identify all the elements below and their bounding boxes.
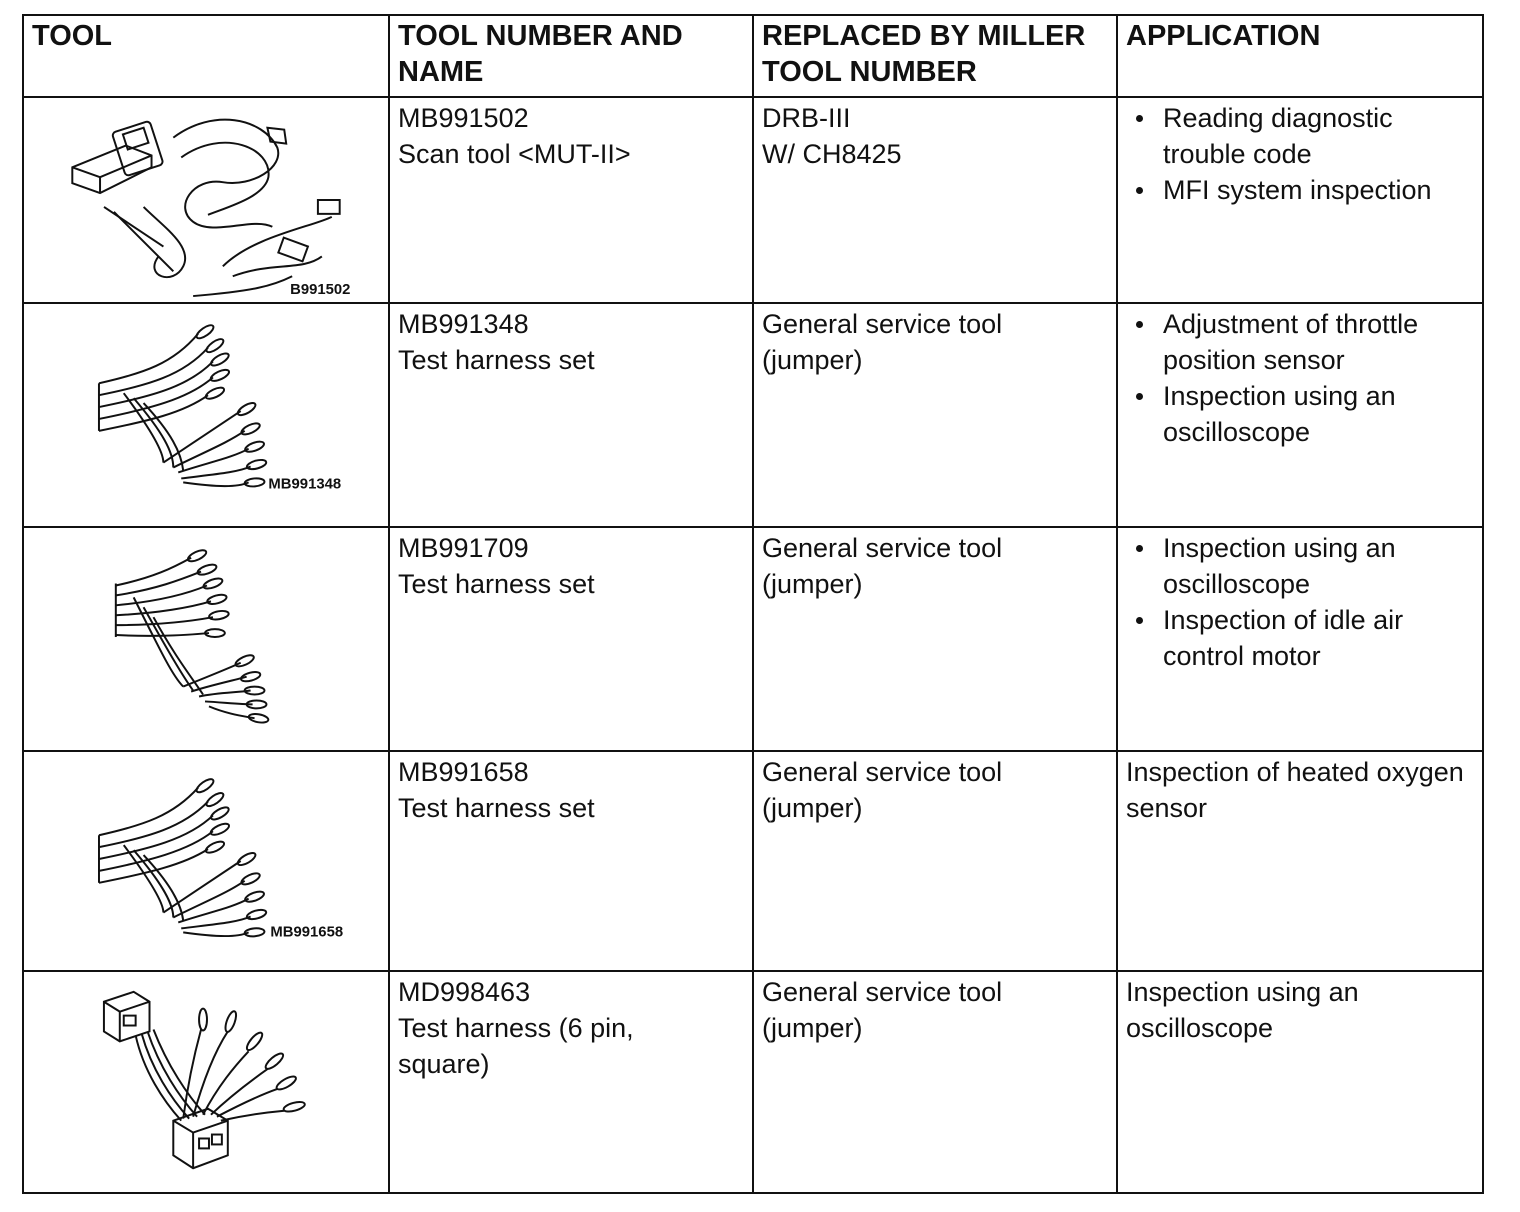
- application-list: [1126, 530, 1474, 674]
- application-text: Inspection using an oscilloscope: [1126, 977, 1359, 1043]
- application-list: [1126, 306, 1474, 450]
- tool-number-name-cell: [389, 751, 753, 971]
- miller-number-cell: [753, 751, 1117, 971]
- tool-number-name-cell: [389, 303, 753, 527]
- image-caption: MB991658: [270, 924, 344, 941]
- scan-tool-illustration: [24, 98, 388, 302]
- miller-line2: (jumper): [762, 569, 863, 599]
- miller-line1: General service tool: [762, 533, 1003, 563]
- application-cell: [1117, 97, 1483, 303]
- table-row: [23, 527, 1483, 751]
- table-row: [23, 303, 1483, 527]
- tool-number: MB991658: [398, 757, 529, 787]
- application-item: Inspection using an oscilloscope: [1126, 530, 1474, 602]
- table-row: [23, 971, 1483, 1193]
- header-tool: TOOL: [23, 15, 389, 97]
- test-harness-illustration: [24, 752, 388, 970]
- miller-number-cell: [753, 97, 1117, 303]
- tool-name: Scan tool <MUT-II>: [398, 139, 631, 169]
- tool-image-cell: [23, 527, 389, 751]
- miller-line2: (jumper): [762, 345, 863, 375]
- application-item: Reading diagnostic trouble code: [1126, 100, 1474, 172]
- image-caption: B991502: [290, 282, 351, 299]
- tool-name: Test harness set: [398, 569, 595, 599]
- application-item: Adjustment of throttle position sensor: [1126, 306, 1474, 378]
- header-miller-number: REPLACED BY MILLER TOOL NUMBER: [753, 15, 1117, 97]
- tool-number: MB991709: [398, 533, 529, 563]
- application-list: [1126, 100, 1474, 208]
- header-row: [23, 15, 1483, 97]
- application-item: Inspection of idle air control motor: [1126, 602, 1474, 674]
- image-caption: MB991348: [268, 476, 342, 493]
- tool-name: Test harness (6 pin, square): [398, 1013, 634, 1079]
- tool-number: MB991502: [398, 103, 529, 133]
- special-tools-table: [22, 14, 1484, 1194]
- miller-line2: W/ CH8425: [762, 139, 902, 169]
- tool-image-cell: [23, 751, 389, 971]
- table-row: [23, 97, 1483, 303]
- connector-harness-illustration: [24, 972, 388, 1192]
- tool-image-cell: [23, 97, 389, 303]
- header-tool-number-name: TOOL NUMBER AND NAME: [389, 15, 753, 97]
- test-harness-illustration: [24, 304, 388, 526]
- tool-number-name-cell: [389, 97, 753, 303]
- application-cell: [1117, 303, 1483, 527]
- application-cell: [1117, 971, 1483, 1193]
- tool-number-name-cell: [389, 971, 753, 1193]
- tool-number: MB991348: [398, 309, 529, 339]
- miller-line2: (jumper): [762, 793, 863, 823]
- tool-image-cell: [23, 303, 389, 527]
- miller-line1: DRB-III: [762, 103, 851, 133]
- test-harness-illustration: [24, 528, 388, 750]
- table-row: [23, 751, 1483, 971]
- application-item: Inspection using an oscilloscope: [1126, 378, 1474, 450]
- application-text: Inspection of heated oxygen sensor: [1126, 757, 1464, 823]
- tool-name: Test harness set: [398, 345, 595, 375]
- miller-number-cell: [753, 303, 1117, 527]
- tool-number-name-cell: [389, 527, 753, 751]
- application-item: MFI system inspection: [1126, 172, 1474, 208]
- miller-line2: (jumper): [762, 1013, 863, 1043]
- tool-image-cell: [23, 971, 389, 1193]
- miller-line1: General service tool: [762, 977, 1003, 1007]
- tool-name: Test harness set: [398, 793, 595, 823]
- miller-number-cell: [753, 971, 1117, 1193]
- miller-line1: General service tool: [762, 309, 1003, 339]
- header-application: APPLICATION: [1117, 15, 1483, 97]
- application-cell: [1117, 527, 1483, 751]
- application-cell: [1117, 751, 1483, 971]
- miller-line1: General service tool: [762, 757, 1003, 787]
- miller-number-cell: [753, 527, 1117, 751]
- tool-number: MD998463: [398, 977, 531, 1007]
